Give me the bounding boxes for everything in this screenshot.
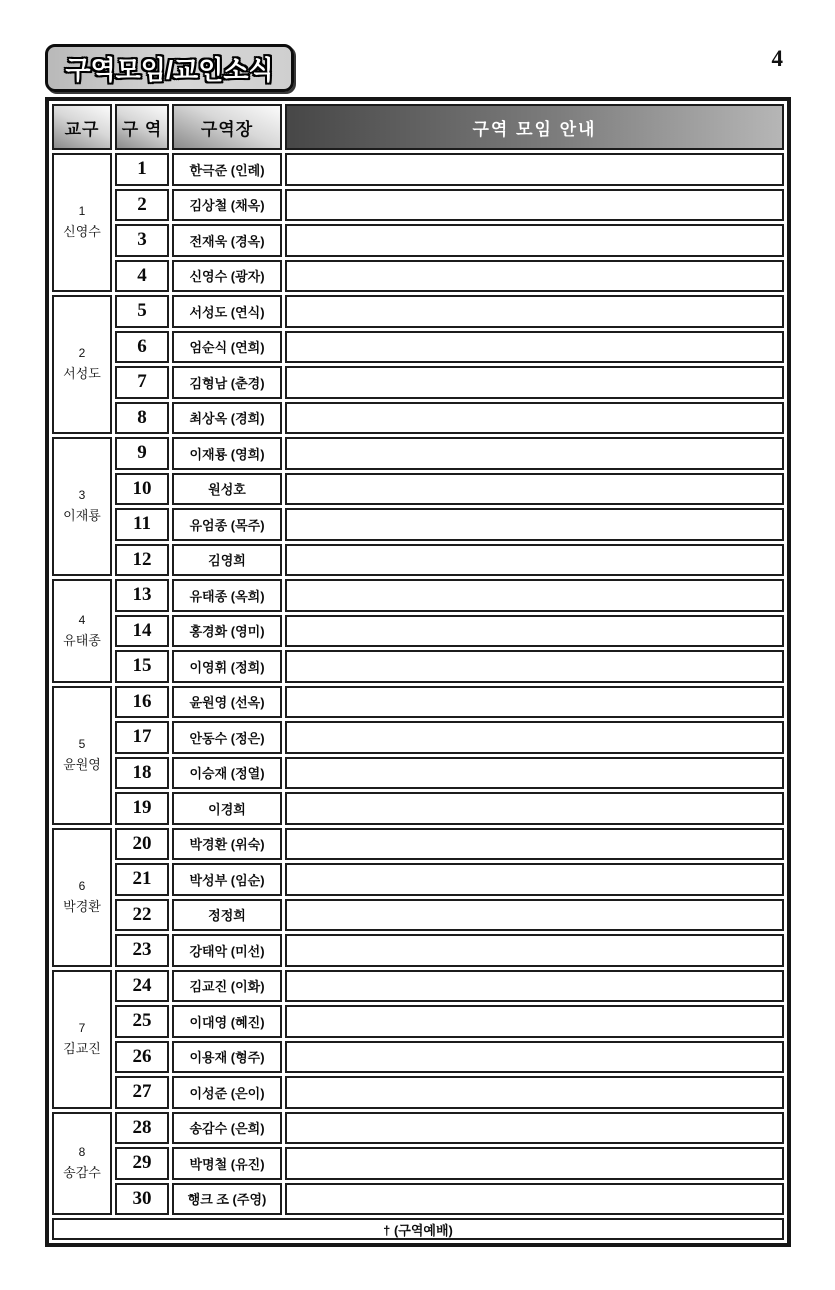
meeting-notice-cell xyxy=(285,721,784,754)
leader-name-cell: 엄순식 (연희) xyxy=(172,331,282,364)
district-number-cell: 29 xyxy=(115,1147,169,1180)
leader-name-cell: 홍경화 (영미) xyxy=(172,615,282,648)
meeting-notice-cell xyxy=(285,757,784,790)
leader-name-cell: 김형남 (춘경) xyxy=(172,366,282,399)
leader-name-cell: 한극준 (인례) xyxy=(172,153,282,186)
district-number-cell: 17 xyxy=(115,721,169,754)
parish-number: 6 xyxy=(78,878,86,893)
meeting-notice-cell xyxy=(285,224,784,257)
district-number-cell: 9 xyxy=(115,437,169,470)
district-number-cell: 3 xyxy=(115,224,169,257)
leader-name-cell: 서성도 (연식) xyxy=(172,295,282,328)
parish-leader-name: 김교진 xyxy=(63,1040,101,1056)
district-number-cell: 25 xyxy=(115,1005,169,1038)
meeting-notice-cell xyxy=(285,1041,784,1074)
meeting-notice-cell xyxy=(285,1183,784,1216)
leader-name-cell: 전재욱 (경옥) xyxy=(172,224,282,257)
parish-leader-name: 유태종 xyxy=(63,632,101,648)
leader-name-cell: 이영휘 (정희) xyxy=(172,650,282,683)
leader-name-cell: 원성호 xyxy=(172,473,282,506)
leader-name-cell: 강태악 (미선) xyxy=(172,934,282,967)
leader-column-header: 구역장 xyxy=(172,104,282,150)
parish-number: 5 xyxy=(78,736,86,751)
district-number-cell: 18 xyxy=(115,757,169,790)
leader-name-cell: 이경희 xyxy=(172,792,282,825)
district-column-header: 구 역 xyxy=(115,104,169,150)
district-number-cell: 13 xyxy=(115,579,169,612)
district-number-cell: 14 xyxy=(115,615,169,648)
meeting-notice-cell xyxy=(285,437,784,470)
district-number-cell: 1 xyxy=(115,153,169,186)
meeting-notice-cell xyxy=(285,899,784,932)
leader-name-cell: 유엄종 (목주) xyxy=(172,508,282,541)
leader-name-cell: 최상옥 (경희) xyxy=(172,402,282,435)
leader-name-cell: 이재룡 (영희) xyxy=(172,437,282,470)
meeting-notice-cell xyxy=(285,189,784,222)
leader-name-cell: 박명철 (유진) xyxy=(172,1147,282,1180)
leader-name-cell: 이성준 (은이) xyxy=(172,1076,282,1109)
district-number-cell: 2 xyxy=(115,189,169,222)
meeting-notice-cell xyxy=(285,1005,784,1038)
district-number-cell: 26 xyxy=(115,1041,169,1074)
parish-cell xyxy=(52,295,112,434)
meeting-notice-cell xyxy=(285,1112,784,1145)
meeting-notice-cell xyxy=(285,650,784,683)
worship-note-footer: † (구역예배) xyxy=(52,1218,784,1240)
leader-name-cell: 정정희 xyxy=(172,899,282,932)
leader-name-cell: 박성부 (임순) xyxy=(172,863,282,896)
parish-leader-name: 서성도 xyxy=(63,366,101,382)
leader-name-cell: 유태종 (옥희) xyxy=(172,579,282,612)
leader-name-cell: 안동수 (정은) xyxy=(172,721,282,754)
meeting-notice-cell xyxy=(285,579,784,612)
leader-name-cell: 박경환 (위숙) xyxy=(172,828,282,861)
district-number-cell: 28 xyxy=(115,1112,169,1145)
district-number-cell: 21 xyxy=(115,863,169,896)
meeting-notice-cell xyxy=(285,473,784,506)
parish-cell xyxy=(52,1112,112,1216)
leader-name-cell: 김영희 xyxy=(172,544,282,577)
district-number-cell: 15 xyxy=(115,650,169,683)
district-table xyxy=(45,97,791,1247)
district-number-cell: 30 xyxy=(115,1183,169,1216)
meeting-notice-cell xyxy=(285,828,784,861)
meeting-notice-cell xyxy=(285,1076,784,1109)
meeting-notice-cell xyxy=(285,934,784,967)
district-number-cell: 12 xyxy=(115,544,169,577)
parish-cell xyxy=(52,437,112,576)
parish-cell xyxy=(52,686,112,825)
district-number-cell: 27 xyxy=(115,1076,169,1109)
parish-leader-name: 윤원영 xyxy=(63,756,101,772)
meeting-notice-cell xyxy=(285,295,784,328)
parish-leader-name: 이재룡 xyxy=(63,508,101,524)
notice-column-header: 구역 모임 안내 xyxy=(285,104,784,150)
leader-name-cell: 윤원영 (선옥) xyxy=(172,686,282,719)
meeting-notice-cell xyxy=(285,331,784,364)
district-number-cell: 23 xyxy=(115,934,169,967)
parish-leader-name: 송감수 xyxy=(63,1165,101,1181)
district-number-cell: 16 xyxy=(115,686,169,719)
parish-number: 2 xyxy=(78,346,86,361)
page-number: 4 xyxy=(771,46,783,71)
meeting-notice-cell xyxy=(285,260,784,293)
district-number-cell: 20 xyxy=(115,828,169,861)
page-title: 구역모임/교인소식 xyxy=(65,54,274,85)
meeting-notice-cell xyxy=(285,402,784,435)
district-number-cell: 5 xyxy=(115,295,169,328)
meeting-notice-cell xyxy=(285,366,784,399)
leader-name-cell: 김상철 (채옥) xyxy=(172,189,282,222)
meeting-notice-cell xyxy=(285,544,784,577)
meeting-notice-cell xyxy=(285,508,784,541)
district-number-cell: 11 xyxy=(115,508,169,541)
parish-cell xyxy=(52,970,112,1109)
meeting-notice-cell xyxy=(285,615,784,648)
meeting-notice-cell xyxy=(285,1147,784,1180)
leader-name-cell: 이승재 (정열) xyxy=(172,757,282,790)
district-number-cell: 6 xyxy=(115,331,169,364)
parish-number: 3 xyxy=(78,488,86,503)
meeting-notice-cell xyxy=(285,970,784,1003)
district-number-cell: 19 xyxy=(115,792,169,825)
meeting-notice-cell xyxy=(285,153,784,186)
district-number-cell: 8 xyxy=(115,402,169,435)
parish-column-header: 교구 xyxy=(52,104,112,150)
district-number-cell: 24 xyxy=(115,970,169,1003)
meeting-notice-cell xyxy=(285,863,784,896)
parish-number: 1 xyxy=(78,204,86,219)
parish-number: 8 xyxy=(78,1145,86,1159)
district-number-cell: 4 xyxy=(115,260,169,293)
district-number-cell: 7 xyxy=(115,366,169,399)
table-grid xyxy=(52,104,784,1240)
leader-name-cell: 송감수 (은희) xyxy=(172,1112,282,1145)
leader-name-cell: 행크 조 (주영) xyxy=(172,1183,282,1216)
district-number-cell: 10 xyxy=(115,473,169,506)
parish-cell xyxy=(52,828,112,967)
leader-name-cell: 이대영 (혜진) xyxy=(172,1005,282,1038)
parish-leader-name: 박경환 xyxy=(63,898,101,914)
parish-cell xyxy=(52,579,112,683)
leader-name-cell: 이용재 (형주) xyxy=(172,1041,282,1074)
meeting-notice-cell xyxy=(285,792,784,825)
leader-name-cell: 김교진 (이화) xyxy=(172,970,282,1003)
district-number-cell: 22 xyxy=(115,899,169,932)
leader-name-cell: 신영수 (광자) xyxy=(172,260,282,293)
meeting-notice-cell xyxy=(285,686,784,719)
parish-leader-name: 신영수 xyxy=(63,224,101,240)
parish-number: 7 xyxy=(78,1020,86,1035)
parish-cell xyxy=(52,153,112,292)
parish-number: 4 xyxy=(78,612,86,627)
title-badge xyxy=(45,44,294,92)
